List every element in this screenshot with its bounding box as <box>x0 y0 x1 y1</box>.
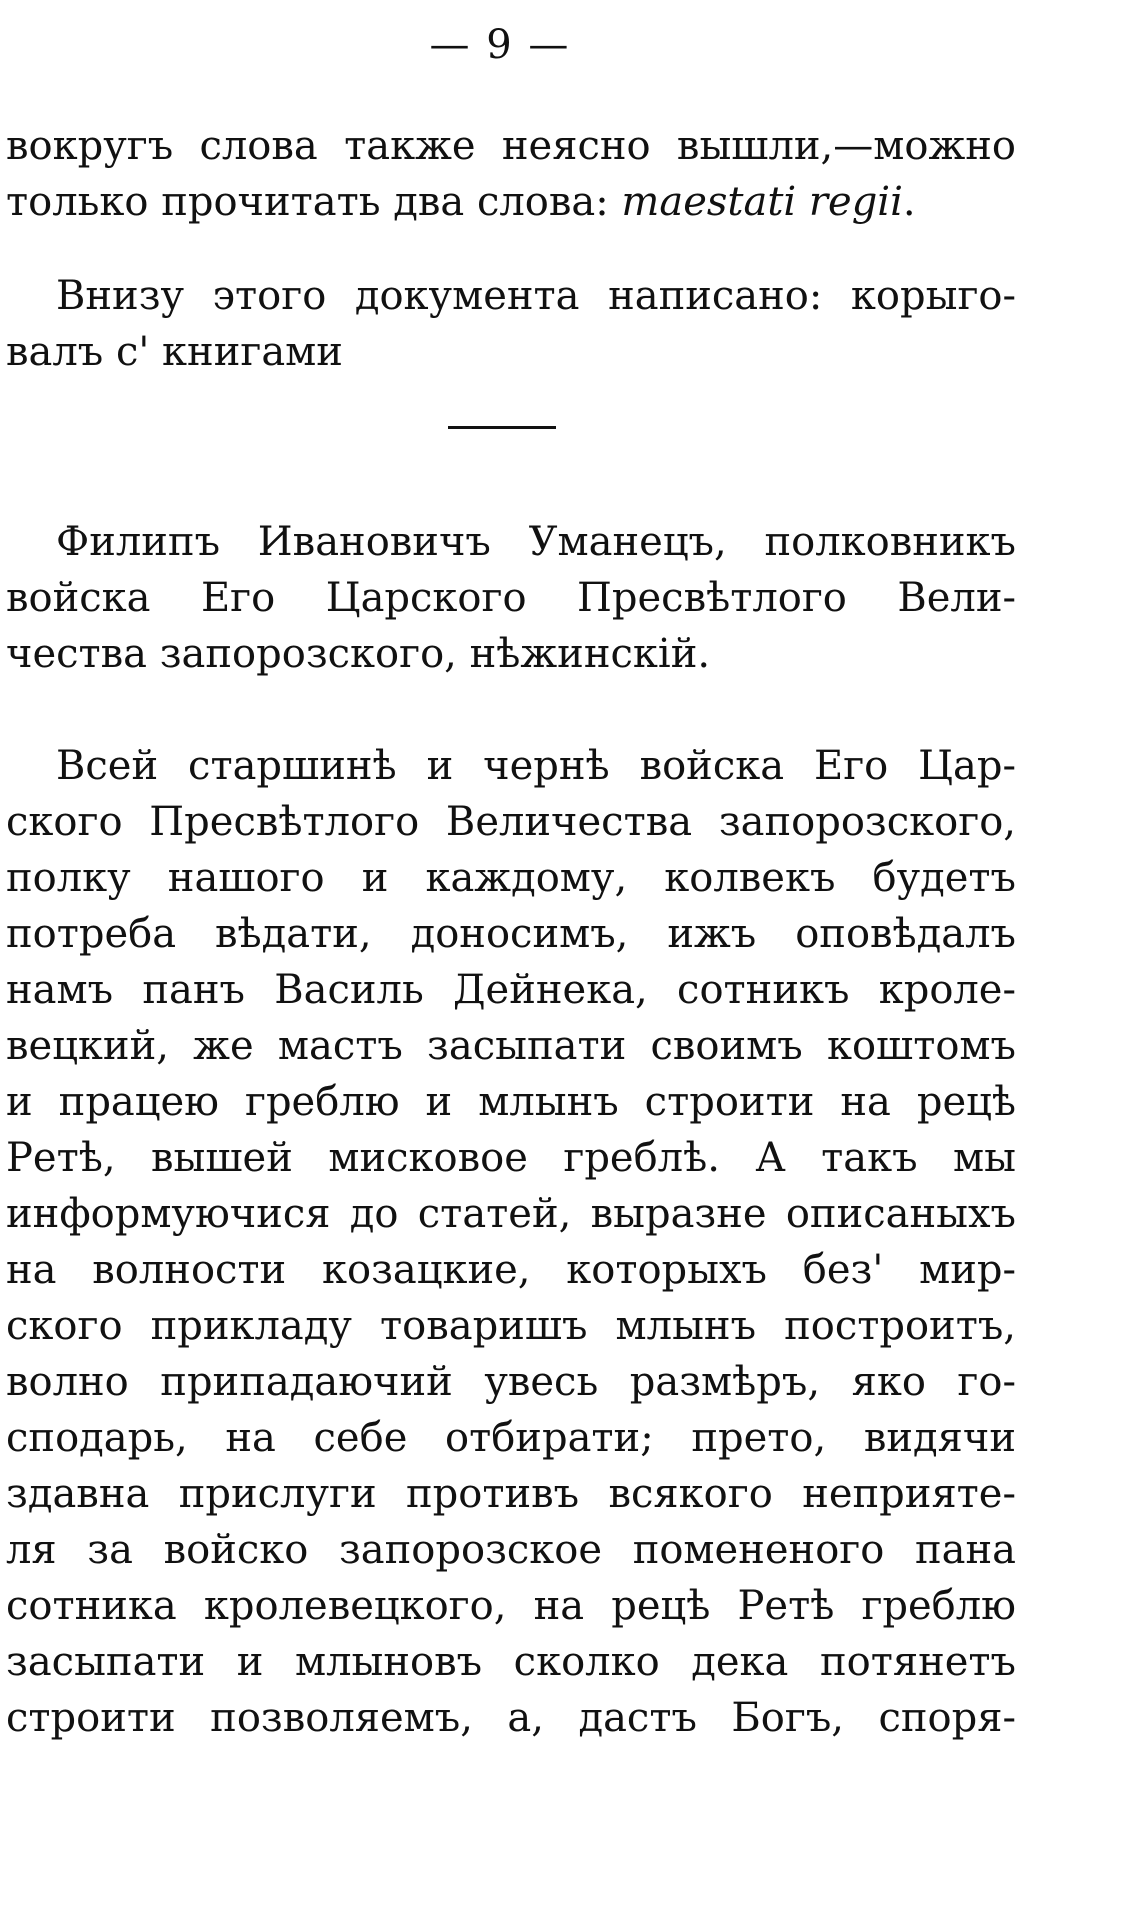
body-line: на волности козацкие, которыхъ без' мир- <box>6 1247 1016 1293</box>
body-line: информуючися до статей, выразне описаныхъ <box>6 1191 1016 1237</box>
text-line: вокругъ слова также неясно вышли,—можно <box>6 123 1016 169</box>
body-line: ского Пресвѣтлого Величества запорозского, <box>6 799 1016 845</box>
body-line: ля за войско запорозское помененого пана <box>6 1527 1016 1573</box>
body-line: намъ панъ Василь Дейнека, сотникъ кроле- <box>6 967 1016 1013</box>
body-line: здавна прислуги противъ всякого неприяте- <box>6 1471 1016 1517</box>
section-divider <box>448 426 556 429</box>
heading-line: Филипъ Ивановичъ Уманецъ, полковникъ <box>56 519 1016 565</box>
page-number: — 9 — <box>429 22 571 68</box>
body-line: Всей старшинѣ и чернѣ войска Его Цар- <box>56 743 1016 789</box>
body-line: засыпати и млыновъ сколко дека потянетъ <box>6 1639 1016 1685</box>
heading-line: чества запорозского, нѣжинскій. <box>6 631 711 677</box>
body-line: сотника кролевецкого, на рецѣ Ретѣ греблю <box>6 1583 1016 1629</box>
body-line: строити позволяемъ, а, дастъ Богъ, споря- <box>6 1695 1016 1741</box>
body-line: потреба вѣдати, доносимъ, ижъ оповѣдалъ <box>6 911 1016 957</box>
text-line: Внизу этого документа написано: корыго- <box>56 273 1016 319</box>
body-line: сподарь, на себе отбирати; прето, видячи <box>6 1415 1016 1461</box>
text-line <box>6 179 1016 225</box>
text-run: . <box>902 179 916 225</box>
latin-phrase: maestati regii <box>621 179 903 225</box>
body-line: волно припадаючий увесь размѣръ, яко го- <box>6 1359 1016 1405</box>
body-line: ского прикладу товаришъ млынъ построитъ, <box>6 1303 1016 1349</box>
text-line: валъ с' книгами <box>6 329 343 375</box>
body-line: вецкий, же мастъ засыпати своимъ коштомъ <box>6 1023 1016 1069</box>
heading-line: войска Его Царского Пресвѣтлого Вели- <box>6 575 1016 621</box>
body-line: и працею греблю и млынъ строити на рецѣ <box>6 1079 1016 1125</box>
text-run: только прочитать два слова: <box>6 179 622 225</box>
body-line: Ретѣ, вышей мисковое греблѣ. А такъ мы <box>6 1135 1016 1181</box>
body-line: полку нашого и каждому, колвекъ будетъ <box>6 855 1016 901</box>
